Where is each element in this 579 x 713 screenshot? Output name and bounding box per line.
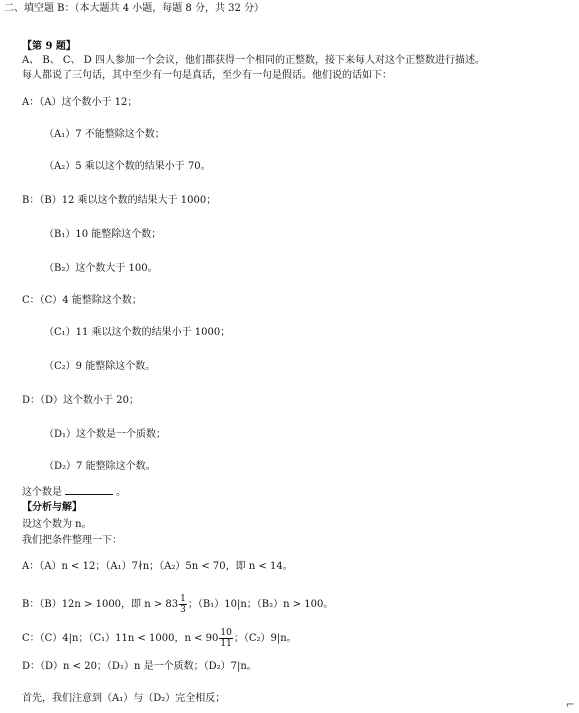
statement-A1: （A₁）7 不能整除这个数； [44,129,165,140]
statement-C: C：（C）4 能整除这个数； [22,295,142,306]
analysis-row-D: D：（D）n < 20；（D₁）n 是一个质数；（D₂）7|n。 [22,661,257,672]
statement-A: A：（A）这个数小于 12； [22,97,138,108]
fraction-numerator: 1 [180,594,186,604]
statement-B2: （B₂）这个数大于 100。 [44,263,158,274]
page-corner-mark: ⌐ [565,698,575,711]
section-title: 二、填空题 B：（本大题共 4 小题，每题 8 分，共 32 分） [4,3,265,14]
analysis-row-B [22,594,333,615]
statement-A2: （A₂）5 乘以这个数的结果小于 70。 [44,161,211,172]
fraction-denominator: 3 [180,605,186,615]
fraction-ten-elevenths [219,628,232,649]
question-intro-line2: 每人都说了三句话，其中至少有一句是真话，至少有一句是假话。他们说的话如下： [22,70,392,81]
statement-D2: （D₂）7 能整除这个数。 [44,461,156,472]
statement-C1: （C₁）11 乘以这个数的结果小于 1000； [44,327,231,338]
fraction-numerator: 10 [220,628,232,638]
answer-end: 。 [116,487,126,498]
row-C-post: ；（C₂）9|n。 [233,633,297,644]
analysis-first-line: 首先，我们注意到（A₁）与（D₂）完全相反； [22,693,226,704]
analysis-organize-line: 我们把条件整理一下： [22,535,122,546]
question-intro-line1: A、 B、 C、 D 四人参加一个会议，他们都获得一个相同的正整数，接下来每人对这个正整数进行描述。 [22,55,485,66]
row-B-post: ；（B₁）10|n；（B₂）n > 100。 [187,599,334,610]
row-C-pre: C：（C）4|n；（C₁）11n < 1000，n < 90 [22,633,219,644]
answer-blank[interactable] [65,484,113,495]
analysis-label: 【分析与解】 [22,502,82,513]
statement-C2: （C₂）9 能整除这个数。 [44,361,156,372]
answer-line [22,484,126,499]
statement-D1: （D₁）这个数是一个质数； [44,429,167,440]
statement-D: D：（D）这个数小于 20； [22,395,139,406]
row-B-pre: B：（B）12n > 1000，即 n > 83 [22,599,179,610]
analysis-row-A: A：（A）n < 12；（A₁）7∤n；（A₂）5n < 70，即 n < 14。 [22,561,293,572]
analysis-row-C [22,628,297,649]
fraction-one-third [179,594,187,615]
answer-prompt: 这个数是 [22,487,62,498]
fraction-denominator: 11 [220,639,232,649]
analysis-let-line: 设这个数为 n。 [22,519,92,530]
question-number-label: 【第 9 题】 [22,41,76,52]
statement-B1: （B₁）10 能整除这个数； [44,229,162,240]
statement-B: B：（B）12 乘以这个数的结果大于 1000； [22,195,217,206]
